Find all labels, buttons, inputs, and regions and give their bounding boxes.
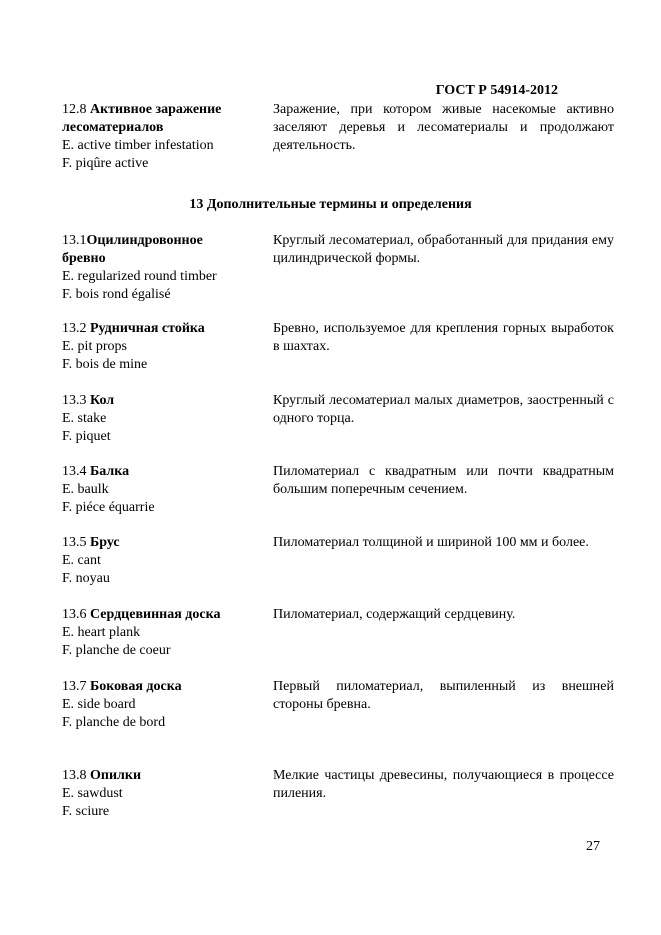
term-ru: Боковая доска — [90, 679, 182, 694]
term-fr: F. bois de mine — [62, 357, 148, 372]
term-number: 13.7 — [62, 679, 87, 694]
term-ru: Рудничная стойка — [90, 321, 205, 336]
term-en: E. cant — [62, 553, 101, 568]
term-en: E. sawdust — [62, 786, 123, 801]
term-definition: Круглый лесоматериал, обработанный для придания ему цилиндрической формы. — [273, 233, 614, 266]
term-block — [62, 392, 262, 446]
term-block — [62, 606, 262, 660]
term-definition: Пиломатериал с квадратным или почти квадратным большим поперечным сечением. — [273, 464, 614, 497]
term-ru: Балка — [90, 464, 130, 479]
term-definition: Заражение, при котором живые насекомые активно заселяют деревья и лесоматериалы и продолжают деятельность. — [273, 102, 614, 153]
term-number: 13.6 — [62, 607, 87, 622]
term-number: 13.3 — [62, 393, 87, 408]
term-block — [62, 320, 262, 374]
term-fr: F. bois rond égalisé — [62, 287, 171, 302]
term-ru-cont: лесоматериалов — [62, 120, 164, 135]
term-block — [62, 767, 262, 821]
term-fr: F. sciure — [62, 804, 110, 819]
page-number: 27 — [586, 839, 600, 854]
term-block — [62, 101, 262, 173]
term-definition: Бревно, используемое для крепления горных выработок в шахтах. — [273, 321, 614, 354]
term-ru: Сердцевинная доска — [90, 607, 221, 622]
term-block — [62, 232, 262, 304]
term-en: E. baulk — [62, 482, 109, 497]
term-number: 12.8 — [62, 102, 87, 117]
term-block — [62, 534, 262, 588]
term-fr: F. planche de bord — [62, 715, 166, 730]
term-ru: Брус — [90, 535, 120, 550]
term-en: E. active timber infestation — [62, 138, 214, 153]
term-definition: Пиломатериал толщиной и шириной 100 мм и более. — [273, 535, 589, 550]
term-en: E. pit props — [62, 339, 127, 354]
term-fr: F. noyau — [62, 571, 110, 586]
term-en: E. regularized round timber — [62, 269, 217, 284]
term-en: E. side board — [62, 697, 136, 712]
term-fr: F. planche de coeur — [62, 643, 171, 658]
term-fr: F. piéce équarrie — [62, 500, 155, 515]
term-ru-cont: бревно — [62, 251, 106, 266]
section-title: 13 Дополнительные термины и определения — [189, 197, 472, 212]
term-ru: Оцилиндровонное — [86, 233, 203, 248]
term-ru: Активное заражение — [90, 102, 222, 117]
term-ru: Кол — [90, 393, 115, 408]
term-block — [62, 678, 262, 732]
term-fr: F. piquet — [62, 429, 111, 444]
term-number: 13.2 — [62, 321, 87, 336]
term-definition: Пиломатериал, содержащий сердцевину. — [273, 607, 516, 622]
term-number: 13.5 — [62, 535, 87, 550]
term-fr: F. piqûre active — [62, 156, 149, 171]
term-ru: Опилки — [90, 768, 142, 783]
document-header-standard: ГОСТ Р 54914-2012 — [435, 83, 558, 98]
term-en: E. heart plank — [62, 625, 141, 640]
term-en: E. stake — [62, 411, 107, 426]
term-block — [62, 463, 262, 517]
term-definition: Первый пиломатериал, выпиленный из внешней стороны бревна. — [273, 679, 614, 712]
term-number: 13.1 — [62, 233, 87, 248]
term-number: 13.8 — [62, 768, 87, 783]
term-definition: Мелкие частицы древесины, получающиеся в процессе пиления. — [273, 768, 614, 801]
term-definition: Круглый лесоматериал малых диаметров, заостренный с одного торца. — [273, 393, 614, 426]
term-number: 13.4 — [62, 464, 87, 479]
